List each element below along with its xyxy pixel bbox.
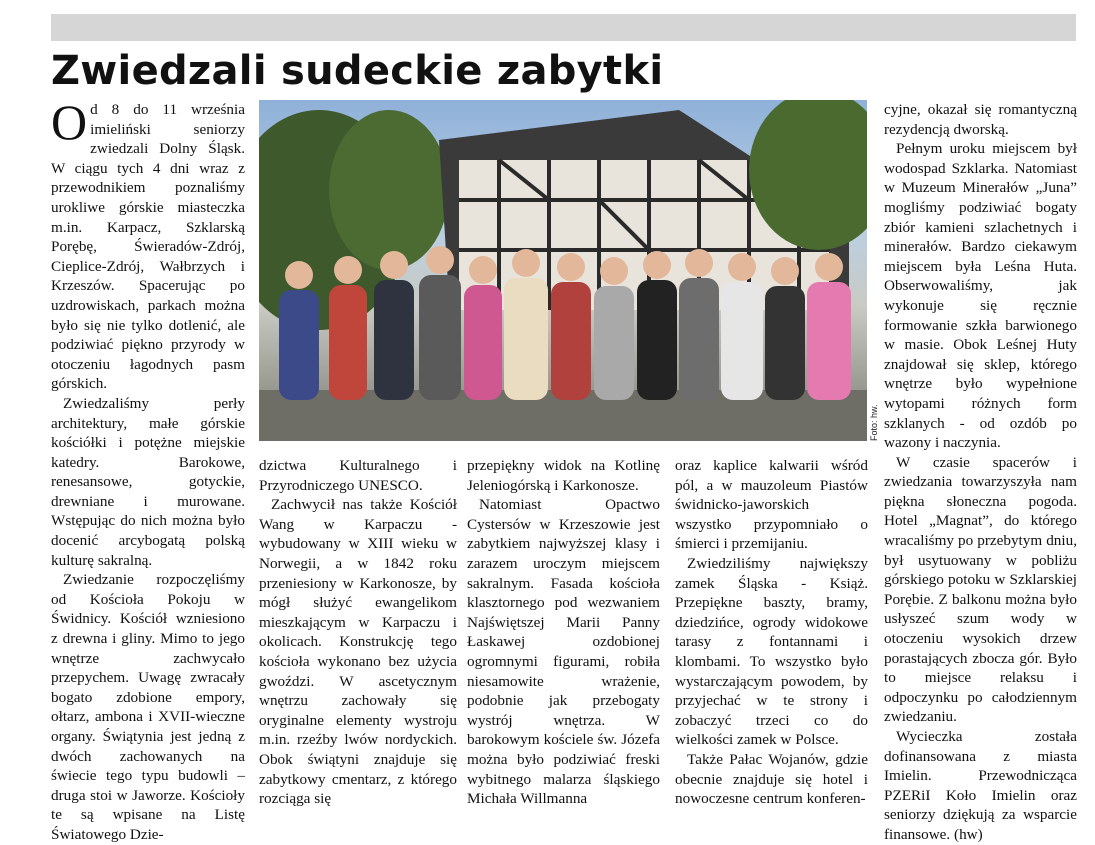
dropcap: O: [51, 94, 88, 150]
paragraph: W czasie spacerów i zwiedzania towarzyszyła nam piękna słoneczna pogoda. Hotel „Magnat”, do którego wracaliśmy po przebytym dniu, był usytuowany w pobliżu górskiego potoku w Szklarskiej Porębie. Z balkonu można było usłyszeć szum wody w otoczeniu wysokich drzew porastających zbocza gór. Było to miejsce relaksu i odpoczynku po całodziennym zwiedzaniu.: [884, 453, 1077, 726]
text-column-2: [259, 456, 457, 809]
paragraph: Zachwycił nas także Kościół Wang w Karpaczu - wybudowany w XIII wieku w Norwegii, a w 1842 roku przeniesiony w Karkonosze, by mógł służyć ewangelikom mieszkającym w Karpaczu i okolicach. Konstrukcję tego kościoła wykonano bez użycia gwoździ. W ascetycznym wnętrzu zachowały się oryginalne elementy wystroju m.in. rzeźby lwów nordyckich. Obok świątyni znajduje się zabytkowy cmentarz, z którego rozciąga się: [259, 496, 457, 808]
text-column-3: [467, 456, 660, 809]
paragraph: Zwiedziliśmy największy zamek Śląska - Książ. Przepiękne baszty, bramy, dziedzińce, ogrody widokowe tarasy z fontannami i klombami. To wszystko było wystarczającym powodem, by przyjechać w te strony i zobaczyć trzeci co do wielkości zamek w Polsce.: [675, 554, 868, 749]
paragraph: oraz kaplice kalwarii wśród pól, a w mauzoleum Piastów świdnicko-jaworskich wszystko przypomniało o śmierci i przemijaniu.: [675, 457, 868, 553]
paragraph: Od 8 do 11 września imieliński seniorzy zwiedzali Dolny Śląsk. W ciągu tych 4 dni wraz z przewodnikiem poznaliśmy urokliwe górskie miasteczka m.in. Karpacz, Szklarską Porębę, Świeradów-Zdrój, Cieplice-Zdrój, Wałbrzych i Krzeszów. Spacerując po uzdrowiskach, parkach można było się nie tylko dotlenić, ale podziwiać piękno przyrody w otoczeniu łagodnych pasm górskich.: [51, 94, 245, 393]
paragraph: Wycieczka została dofinansowana z miasta Imielin. Przewodnicząca PZERiI Koło Imielin oraz seniorzy dziękują za wsparcie finansowe. (hw): [884, 728, 1077, 843]
photo-credit: Foto: hw.: [869, 404, 879, 441]
header-bar: [51, 14, 1076, 41]
paragraph: przepiękny widok na Kotlinę Jeleniogórską i Karkonosze.: [467, 457, 660, 494]
paragraph: Także Pałac Wojanów, gdzie obecnie znajduje się hotel i nowoczesne centrum konferen-: [675, 750, 868, 808]
text-column-4: [675, 456, 868, 809]
paragraph: cyjne, okazał się romantyczną rezydencją dworską.: [884, 101, 1077, 138]
paragraph: Zwiedzaliśmy perły architektury, małe górskie kościółki i potężne miejskie katedry. Barokowe, renesansowe, gotyckie, drewniane i murowane. Wstępując do nich można było docenić arcybogatą polską kulturę sakralną.: [51, 394, 245, 569]
paragraph: dzictwa Kulturalnego i Przyrodniczego UNESCO.: [259, 457, 457, 494]
paragraph: Pełnym uroku miejscem był wodospad Szklarka. Natomiast w Muzeum Minerałów „Juna” mogliśmy podziwiać bogaty zbiór kamieni szlachetnych i minerałów. Bardzo ciekawym miejscem była Leśna Huta. Obserwowaliśmy, jak wykonuje się ręcznie formowanie szkła barwionego w masie. Obok Leśnej Huty znajdował się sklep, którego wnętrze było wypełnione wytopami różnych form szklanych - od ozdób po wazony i naczynia.: [884, 140, 1077, 452]
text-column-5: [884, 100, 1077, 845]
text-column-1: [51, 94, 245, 845]
group-photo: [259, 100, 867, 441]
photo-illustration: [259, 100, 867, 441]
paragraph: Zwiedzanie rozpoczęliśmy od Kościoła Pokoju w Świdnicy. Kościół wzniesiono z drewna i gliny. Mimo to jego wnętrze zachwycało przepychem. Uwagę zwracały bogato zdobione empory, ołtarz, ambona i XVII-wieczne organy. Świątynia jest jedną z dwóch zachowanych na świecie tego typu budowli – druga stoi w Jaworze. Kościoły te są wpisane na Listę Światowego Dzie-: [51, 571, 245, 843]
paragraph: Natomiast Opactwo Cystersów w Krzeszowie jest zabytkiem najwyższej klasy i zarazem uroczym miejscem sakralnym. Fasada kościoła klasztornego pod wezwaniem Najświętszej Marii Panny Łaskawej ozdobionej ogromnymi figurami, robiła niesamowite wrażenie, podobnie jak przebogaty wystrój wnętrza. W barokowym kościele św. Józefa można było podziwiać freski wybitnego malarza śląskiego Michała Willmanna: [467, 496, 660, 808]
article-headline: Zwiedzali sudeckie zabytki: [51, 48, 664, 94]
